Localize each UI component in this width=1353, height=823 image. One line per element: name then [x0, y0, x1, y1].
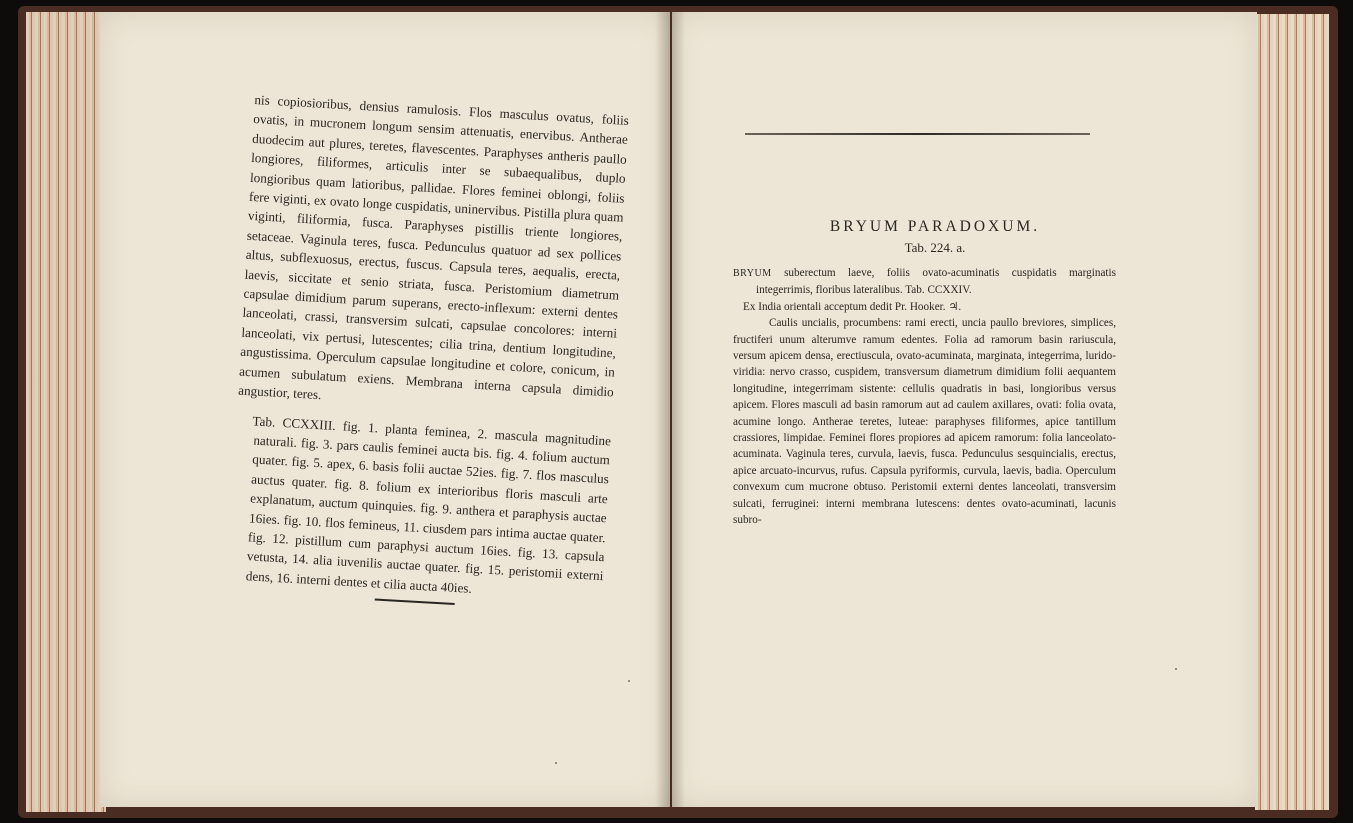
- source-line: Ex India orientali acceptum dedit Pr. Hooker. ♃.: [743, 300, 962, 313]
- description-body: Caulis uncialis, procumbens: rami erecti, uncia paullo breviores, simplices, fructiferi unum alterumve ramum edentes. Folia ad ramorum basin rariuscula, versum apicem densa, erectiuscula, ovato-acuminata, marginata, integerrima, lurido-viridia: nervo crasso, cuspidem, transversum diametrum dimidium folii aequantem longitudine, integerrimam sistente: cellulis quadratis in basi, longioribus versus apicem. Flores masculi ad basin ramorum aut ad caulem axillares, ovati: folia ovata, acumine longo. Antherae teretes, luteae: paraphyses filiformes, apice tantillum crassiores, limpidae. Feminei flores propiores ad apicem ramorum: folia lanceolato-acuminata. Vaginula teres, curvula, laevis, fusca. Pedunculus sesquincialis, erectus, apice arcuato-incurvus, rufus. Capsula pyriformis, curvula, laevis, badia. Operculum convexum cum mucrone obtuso. Peristomii externi dentes lanceolati, transversim sulcati, ferruginei: interni membrana lutescens: dentes ovato-acuminati, lacunis subro-: [733, 317, 1116, 527]
- book-gutter: [655, 12, 685, 807]
- plate-caption-text: fig. 1. planta feminea, 2. mascula magnitudine naturali. fig. 3. pars caulis feminei aucta bis. fig. 4. folium auctum quater. fig. 5. apex, 6. basis folii auctae 52ies. fig. 7. flos masculus auctus quater. fig. 8. folium ex interioribus floris masculi arte explanatum, auctum quinquies. fig. 9. anthera et paraphysis auctae 16ies. fig. 10. flos femineus, 11. ciusdem pars intima auctae quater. fig. 12. pistillum cum paraphysi auctum 16ies. fig. 13. capsula vetusta, 14. alia iuvenilis auctae quater. fig. 15. peristomii externi dens, 16. interni dentes et cilia aucta 40ies.: [245, 417, 612, 596]
- header-rule: [745, 133, 1090, 135]
- plate-caption: [227, 410, 611, 605]
- paper-speck: [1175, 668, 1177, 670]
- diagnosis-lead: BRYUM: [733, 268, 772, 279]
- paper-speck: [555, 762, 557, 764]
- paper-speck: [628, 680, 630, 682]
- species-title: BRYUM PARADOXUM.: [829, 218, 1041, 235]
- plate-caption-lead: Tab. CCXXIII.: [252, 412, 337, 433]
- left-page-text: [227, 90, 630, 613]
- right-page-text: [733, 265, 1116, 529]
- diagnosis: [733, 265, 1116, 299]
- page-edges-right: [1255, 14, 1329, 810]
- page-edges-left: [26, 12, 106, 812]
- description-paragraph: nis copiosioribus, densius ramulosis. Flos masculus ovatus, foliis ovatis, in mucronem longum sensim attenuatis, enervibus. Antherae duodecim aut plures, teretes, flavescentes. Paraphyses antheris paullo longiores, filiformes, articulis inter se subaequalibus, duplo longioribus quam latioribus, pallidae. Flores feminei oblongi, foliis fere viginti, ex ovato longe cuspidatis, uninervibus. Pistilla plura quam viginti, filiformia, fusca. Paraphyses pistillis triente longiores, setaceae. Vaginula teres, fusca. Pedunculus quatuor ad sex pollices altus, subflexuosus, erectus, fuscus. Capsula teres, aequalis, erecta, laevis, siccitate et senio striata, fusca. Peristomium diametrum capsulae dimidium parum superans, erecto-inflexum: externi dentes lanceolati, crassi, transversim sulcati, capsulae concolores: interni lanceolati, vix pertusi, lutescentes; cilia trina, dentium longitudine, angustissima. Operculum capsulae longitudine et colore, conicum, in acumen subulatum exiens. Membrana interna capsula dimidio angustior, teres.: [237, 91, 630, 403]
- plate-reference: Tab. 224. a.: [904, 240, 966, 255]
- diagnosis-text: suberectum laeve, foliis ovato-acuminatis cuspidatis marginatis integerrimis, floribus lateralibus. Tab. CCXXIV.: [756, 267, 1116, 297]
